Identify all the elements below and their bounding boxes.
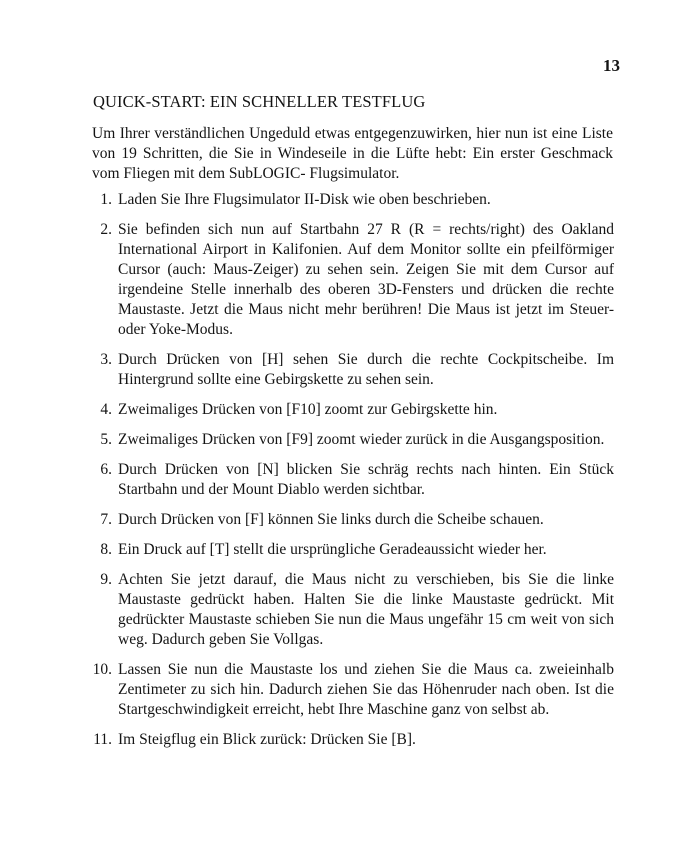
step-number: 5. — [100, 431, 112, 448]
step-number: 4. — [100, 401, 112, 418]
step-text: Sie befinden sich nun auf Startbahn 27 R (R = rechts/right) des Oakland International Airport in Kalifonien. Auf dem Monitor sollte ein pfeilförmiger Cursor (auch: Maus-Zeiger) zu sehen sein. Zeigen Sie mit dem Cursor auf irgendeine Stelle innerhalb des oberen 3D-Fensters und drücken die rechte Maustaste. Jetzt die Maus nicht mehr berühren! Die Maus ist jetzt im Steuer- oder Yoke-Modus. — [118, 221, 614, 338]
list-item — [74, 220, 614, 340]
list-item — [74, 510, 614, 530]
step-text: Zweimaliges Drücken von [F9] zoomt wieder zurück in die Ausgangsposition. — [118, 431, 605, 448]
list-item — [74, 430, 614, 450]
step-number: 7. — [100, 511, 112, 528]
step-number: 6. — [100, 461, 112, 478]
page-number: 13 — [603, 56, 620, 75]
step-text: Durch Drücken von [N] blicken Sie schräg rechts nach hinten. Ein Stück Startbahn und der Mount Diablo werden sichtbar. — [118, 461, 614, 498]
section-heading: QUICK-START: EIN SCHNELLER TESTFLUG — [93, 92, 426, 111]
list-item — [74, 190, 614, 210]
step-number: 11. — [93, 731, 112, 748]
list-item — [74, 570, 614, 650]
step-text: Laden Sie Ihre Flugsimulator II-Disk wie oben beschrieben. — [118, 191, 491, 208]
step-number: 1. — [100, 191, 112, 208]
step-text: Achten Sie jetzt darauf, die Maus nicht zu verschieben, bis Sie die linke Maustaste gedrückt haben. Halten Sie die linke Maustaste gedrückt. Mit gedrückter Maustaste schieben Sie nun die Maus ungefähr 15 cm weit von sich weg. Dadurch geben Sie Vollgas. — [118, 571, 614, 648]
step-text: Im Steigflug ein Blick zurück: Drücken Sie [B]. — [118, 731, 416, 748]
step-number: 9. — [100, 571, 112, 588]
step-text: Durch Drücken von [H] sehen Sie durch die rechte Cockpitscheibe. Im Hintergrund sollte eine Gebirgskette zu sehen sein. — [118, 351, 614, 388]
step-text: Zweimaliges Drücken von [F10] zoomt zur Gebirgskette hin. — [118, 401, 498, 418]
step-text: Ein Druck auf [T] stellt die ursprüngliche Geradeaussicht wieder her. — [118, 541, 547, 558]
list-item — [74, 540, 614, 560]
step-number: 2. — [100, 221, 112, 238]
step-number: 8. — [100, 541, 112, 558]
list-item — [74, 660, 614, 720]
step-number: 10. — [92, 661, 112, 678]
intro-paragraph: Um Ihrer verständlichen Ungeduld etwas entgegenzuwirken, hier nun ist eine Liste von 19 Schritten, die Sie in Windeseile in die Lüfte hebt: Ein erster Geschmack vom Fliegen mit dem SubLOGIC- Flugsimulator. — [92, 125, 613, 182]
list-item — [74, 730, 614, 750]
step-number: 3. — [100, 351, 112, 368]
list-item — [74, 400, 614, 420]
step-text: Durch Drücken von [F] können Sie links durch die Scheibe schauen. — [118, 511, 544, 528]
list-item — [74, 350, 614, 390]
step-text: Lassen Sie nun die Maustaste los und ziehen Sie die Maus ca. zweieinhalb Zentimeter zu sich hin. Dadurch ziehen Sie das Höhenruder nach oben. Ist die Startgeschwindigkeit erreicht, hebt Ihre Maschine ganz von selbst ab. — [118, 661, 614, 718]
steps-list — [74, 190, 614, 760]
list-item — [74, 460, 614, 500]
